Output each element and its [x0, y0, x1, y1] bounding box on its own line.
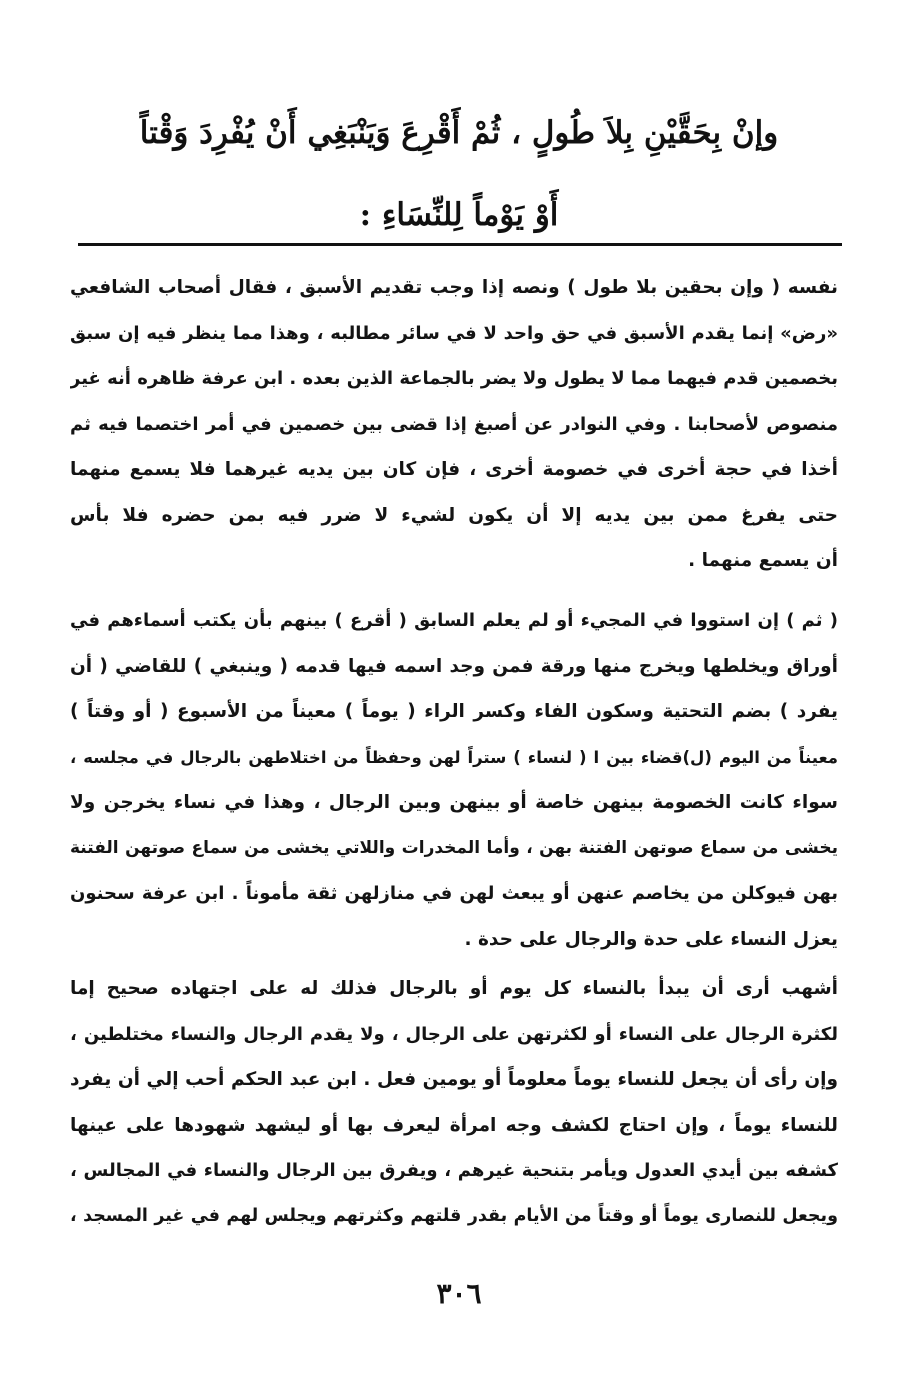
text-line: أخذا في حجة أخرى في خصومة أخرى ، فإن كان بين يديه غيرهما فلا يسمع منهما: [70, 459, 838, 480]
text-line: للنساء يوماً ، وإن احتاج لكشف وجه امرأة ليعرف بها أو ليشهد شهودها على عينها: [70, 1114, 838, 1136]
text-line: أن يسمع منهما .: [688, 550, 838, 571]
text-line: لكثرة الرجال على النساء أو لكثرتهن على الرجال ، ولا يقدم الرجال والنساء مختلطين ،: [70, 1023, 838, 1045]
text-line: أشهب أرى أن يبدأ بالنساء كل يوم أو بالرجال فذلك له على اجتهاده صحيح إما: [70, 978, 838, 999]
commentary-paragraph-2: [70, 598, 838, 962]
text-line: بهن فيوكلن من يخاصم عنهن أو يبعث لهن في منازلهن ثقة مأموناً . ابن عرفة سحنون: [70, 883, 838, 904]
verse-line: وإنْ بِحَقَّيْنِ بِلاَ طُولٍ ، ثُمْ أَقْرِعَ وَيَنْبَغِي أَنْ يُفْرِدَ وَقْتاً: [139, 115, 779, 151]
text-line: حتى يفرغ ممن بين يديه إلا أن يكون لشيء لا ضرر فيه بمن حضره فلا بأس: [70, 504, 838, 526]
text-line: يفرد ) بضم التحتية وسكون الفاء وكسر الراء ( يوماً ) معيناً من الأسبوع ( أو وقتاً ): [70, 701, 838, 722]
text-line: يعزل النساء على حدة والرجال على حدة .: [464, 928, 838, 950]
separator-rule: [78, 243, 842, 246]
commentary-paragraph-1: [70, 265, 838, 584]
text-line: «رض» إنما يقدم الأسبق في حق واحد لا في سائر مطالبه ، وهذا مما ينظر فيه إن سبق: [70, 322, 838, 344]
text-line: بخصمين قدم فيهما مما لا يطول ولا يضر بالجماعة الذين بعده . ابن عرفة ظاهره أنه غير: [70, 368, 838, 389]
text-line: أوراق ويخلطها ويخرج منها ورقة فمن وجد اسمه فيها قدمه ( وينبغي ) للقاضي ( أن: [70, 655, 838, 677]
verse-line: أَوْ يَوْماً لِلنِّسَاءِ :: [359, 197, 559, 233]
text-line: ( ثم ) إن استووا في المجيء أو لم يعلم السابق ( أقرع ) بينهم بأن يكتب أسماءهم في: [70, 610, 838, 631]
page-number: ٣٠٦: [436, 1277, 482, 1310]
text-line: سواء كانت الخصومة بينهن خاصة أو بينهن وبين الرجال ، وهذا في نساء يخرجن ولا: [70, 792, 838, 813]
verse-block: [60, 92, 858, 256]
text-line: كشفه بين أيدي العدول ويأمر بتنحية غيرهم ، ويفرق بين الرجال والنساء في المجالس ،: [70, 1160, 838, 1181]
text-line: نفسه ( وإن بحقين بلا طول ) ونصه إذا وجب تقديم الأسبق ، فقال أصحاب الشافعي: [70, 277, 838, 298]
text-line: وإن رأى أن يجعل للنساء يوماً معلوماً أو يومين فعل . ابن عبد الحكم أحب إلي أن يفرد: [70, 1069, 838, 1090]
commentary-paragraph-3: [70, 966, 838, 1239]
text-line: منصوص لأصحابنا . وفي النوادر عن أصبغ إذا قضى بين خصمين في أمر اختصما فيه ثم: [70, 413, 838, 435]
text-line: معيناً من اليوم (ل)قضاء بين ا ( لنساء ) ستراً لهن وحفظاً من اختلاطهن بالرجال في مجلسه ،: [70, 747, 838, 767]
text-line: ويجعل للنصارى يوماً أو وقتاً من الأيام بقدر قلتهم وكثرتهم ويجلس لهم في غير المسجد ،: [70, 1205, 838, 1226]
text-line: يخشى من سماع صوتهن الفتنة بهن ، وأما المخدرات واللاتي يخشى من سماع صوتهن الفتنة: [70, 837, 838, 858]
